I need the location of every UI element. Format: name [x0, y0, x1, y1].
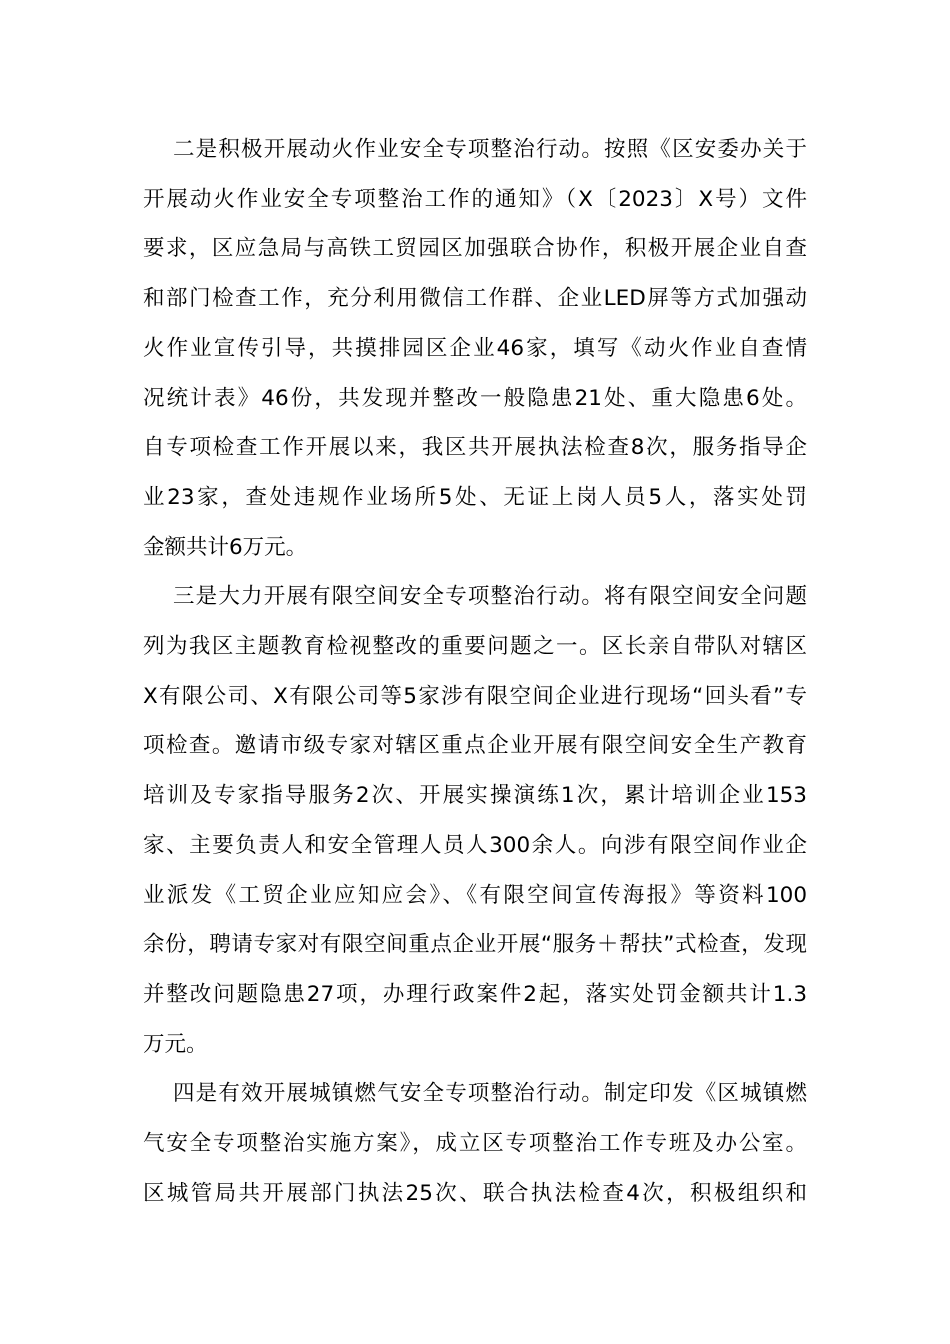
text-line: 列为我区主题教育检视整改的重要问题之一。区长亲自带队对辖区: [143, 634, 807, 660]
text-line: 业派发《工贸企业应知应会》、《有限空间宣传海报》等资料100: [143, 882, 807, 908]
text-line: 并整改问题隐患27项，办理行政案件2起，落实处罚金额共计1.3: [143, 981, 807, 1007]
paragraph-hot-work: [143, 125, 807, 572]
text-line: 火作业宣传引导，共摸排园区企业46家，填写《动火作业自查情: [143, 335, 807, 361]
text-line: 四是有效开展城镇燃气安全专项整治行动。制定印发《区城镇燃: [173, 1081, 807, 1107]
text-line: X有限公司、X有限公司等5家涉有限空间企业进行现场“回头看”专: [143, 683, 807, 709]
text-line: 金额共计6万元。: [143, 534, 308, 560]
text-line: 气安全专项整治实施方案》，成立区专项整治工作专班及办公室。: [143, 1131, 807, 1157]
text-line: 和部门检查工作，充分利用微信工作群、企业LED屏等方式加强动: [143, 286, 807, 312]
text-line: 业23家，查处违规作业场所5处、无证上岗人员5人，落实处罚: [143, 484, 807, 510]
text-line: 自专项检查工作开展以来，我区共开展执法检查8次，服务指导企: [143, 435, 807, 461]
document-body: [143, 125, 807, 1218]
paragraph-confined-space: [143, 572, 807, 1069]
paragraph-urban-gas: [143, 1069, 807, 1218]
text-line: 余份，聘请专家对有限空间重点企业开展“服务＋帮扶”式检查，发现: [143, 932, 807, 958]
text-line: 培训及专家指导服务2次、开展实操演练1次，累计培训企业153: [143, 783, 807, 809]
text-line: 况统计表》46份，共发现并整改一般隐患21处、重大隐患6处。: [143, 385, 807, 411]
text-line: 家、主要负责人和安全管理人员人300余人。向涉有限空间作业企: [143, 832, 807, 858]
text-line: 三是大力开展有限空间安全专项整治行动。将有限空间安全问题: [173, 584, 807, 610]
text-line: 万元。: [143, 1031, 208, 1057]
text-line: 开展动火作业安全专项整治工作的通知》（X〔2023〕X号）文件: [143, 186, 807, 212]
text-line: 项检查。邀请市级专家对辖区重点企业开展有限空间安全生产教育: [143, 733, 807, 759]
text-line: 要求，区应急局与高铁工贸园区加强联合协作，积极开展企业自查: [143, 236, 807, 262]
text-line: 二是积极开展动火作业安全专项整治行动。按照《区安委办关于: [173, 137, 807, 162]
text-line: 区城管局共开展部门执法25次、联合执法检查4次，积极组织和: [143, 1180, 807, 1206]
